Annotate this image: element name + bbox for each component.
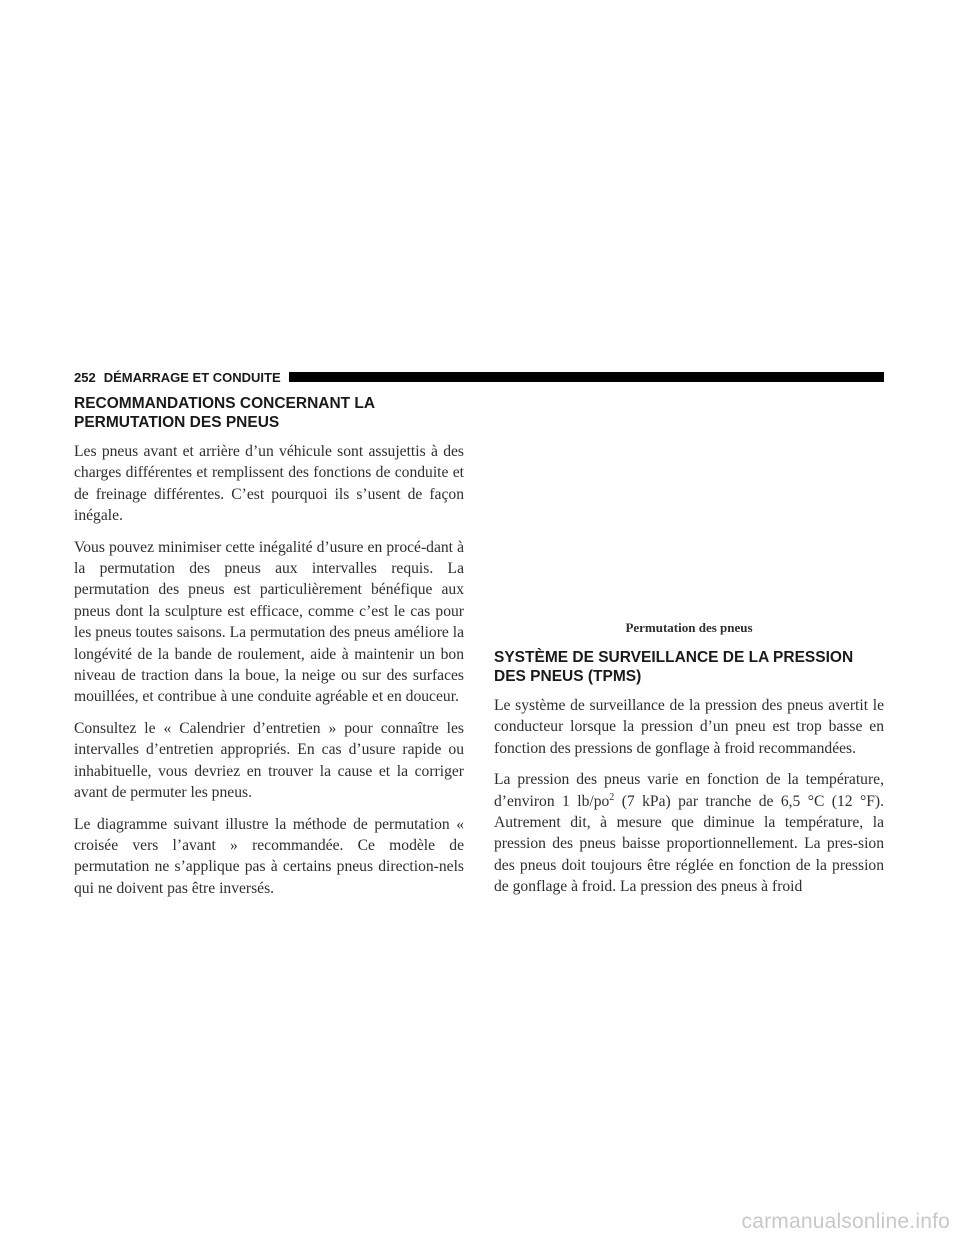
page-header [74,369,884,385]
rotation-figure-area [494,392,884,612]
paragraph: Les pneus avant et arrière d’un véhicule sont assujettis à des charges différentes et remplissent des fonctions de conduite et de freinage différentes. C’est pourquoi ils s’usent de façon inégale. [74,443,464,525]
superscript: 2 [609,791,615,803]
paragraph-text: (7 kPa) par tranche de 6,5 °C (12 °F). Autrement dit, à mesure que diminue la température, la pression des pneus baisse proportionnellement. La pres-sion des pneus doit toujours être réglée en fonction de la pression de gonflage à froid. La pression des pneus à froid [494,792,884,896]
page-number: 252 [74,369,96,385]
tire-rotation-title: RECOMMANDATIONS CONCERNANT LA PERMUTATION DES PNEUS [74,395,375,431]
paragraph: Le diagramme suivant illustre la méthode de permutation « croisée vers l’avant » recommandée. Ce modèle de permutation ne s’applique pas à certains pneus direction-nels qui ne doivent pas être inversés. [74,815,464,897]
paragraph-text: La pression des pneus varie en fonction de la température, d’environ 1 lb/po [494,771,884,810]
watermark: carmanualsonline.info [741,1210,950,1233]
left-column [74,394,464,909]
section-name: DÉMARRAGE ET CONDUITE [103,369,281,385]
figure-caption: Permutation des pneus [625,620,753,635]
paragraph: Vous pouvez minimiser cette inégalité d’usure en procé-dant à la permutation des pneus aux intervalles requis. La permutation des pneus est particulièrement bénéfique aux pneus dont la sculpture est efficace, comme c’est le cas pour les pneus toutes saisons. La permutation des pneus améliore la longévité de la bande de roulement, aide à maintenir un bon niveau de traction dans la boue, la neige ou sur des surfaces mouillées, et contribue à une conduite agréable et en douceur. [74,538,464,706]
paragraph: Le système de surveillance de la pression des pneus avertit le conducteur lorsque la pression d’un pneu est trop basse en fonction des pressions de gonflage à froid recommandées. [494,697,884,757]
right-column [494,648,884,908]
paragraph [494,769,884,897]
paragraph: Consultez le « Calendrier d’entretien » pour connaître les intervalles d’entretien appropriés. En cas d’usure rapide ou inhabituelle, vous devriez en trouver la cause et la corriger avant de permuter les pneus. [74,719,464,802]
header-rule [289,372,884,382]
tpms-title: SYSTÈME DE SURVEILLANCE DE LA PRESSION DES PNEUS (TPMS) [494,649,854,685]
